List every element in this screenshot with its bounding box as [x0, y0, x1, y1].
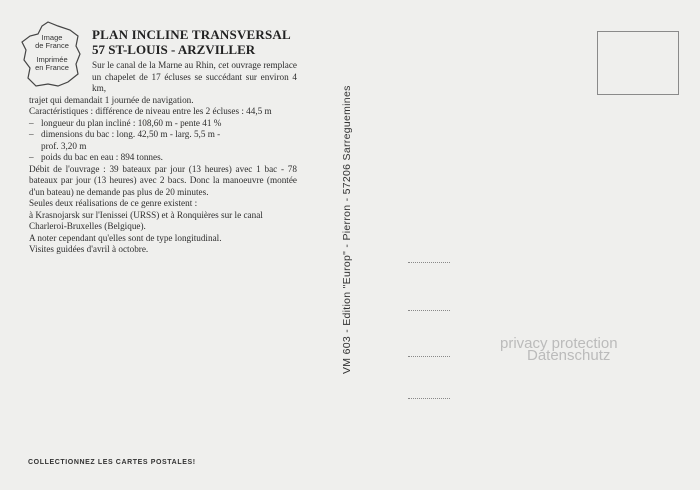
description-text: [29, 60, 297, 256]
characteristics-heading: Caractéristiques : différence de niveau entre les 2 écluses : 44,5 m: [29, 106, 272, 116]
address-line: [408, 262, 450, 263]
address-line: [408, 310, 450, 311]
bullet-dimensions-cont: prof. 3,20 m: [41, 140, 87, 151]
bullet-dimensions: – dimensions du bac : long. 42,50 m - larg. 5,5 m -: [29, 129, 297, 141]
note-paragraph: A noter cependant qu'elles sont de type longitudinal.: [29, 232, 222, 243]
visits-paragraph: Visites guidées d'avril à octobre.: [29, 244, 149, 254]
address-line: [408, 356, 450, 357]
bullet-weight: – poids du bac en eau : 894 tonnes.: [29, 152, 297, 164]
logo-text-line1: Image: [41, 33, 63, 42]
card-subtitle: 57 ST-LOUIS - ARZVILLER: [92, 42, 256, 57]
logo-text-line3: Imprimée: [36, 55, 68, 64]
publisher-line: VM 603 - Edition "Europ" - Pierron - 57206 Sarreguemines: [341, 85, 353, 374]
throughput-paragraph: Débit de l'ouvrage : 39 bateaux par jour (13 heures) avec 1 bac - 78 bateaux par jour (13 heures) avec 2 bacs. Donc la manoeuvre (montée d'un bateau) ne demande pas plus de 20 minutes.: [29, 163, 297, 197]
logo-text-line2: de France: [35, 41, 69, 50]
address-line: [408, 398, 450, 399]
card-title: PLAN INCLINE TRANSVERSAL: [92, 27, 291, 42]
stamp-box: [597, 31, 679, 95]
watermark-line2: Datenschutz: [527, 347, 611, 364]
similar-locations: à Krasnojarsk sur l'Ienissei (URSS) et à Ronquières sur le canal Charleroi-Bruxelles (Belgique).: [29, 209, 263, 231]
logo-text-line4: en France: [35, 63, 69, 72]
watermark-line1: privacy protection: [500, 335, 618, 352]
intro-paragraph-end: trajet qui demandait 1 journée de navigation.: [29, 94, 194, 105]
bullet-length: – longueur du plan incliné : 108,60 m - pente 41 %: [29, 118, 297, 130]
similar-heading: Seules deux réalisations de ce genre existent :: [29, 198, 198, 208]
intro-paragraph: Sur le canal de la Marne au Rhin, cet ouvrage remplace un chapelet de 17 écluses se succédant sur environ 4 km,: [92, 60, 297, 93]
footer-text: COLLECTIONNEZ LES CARTES POSTALES!: [28, 459, 196, 466]
